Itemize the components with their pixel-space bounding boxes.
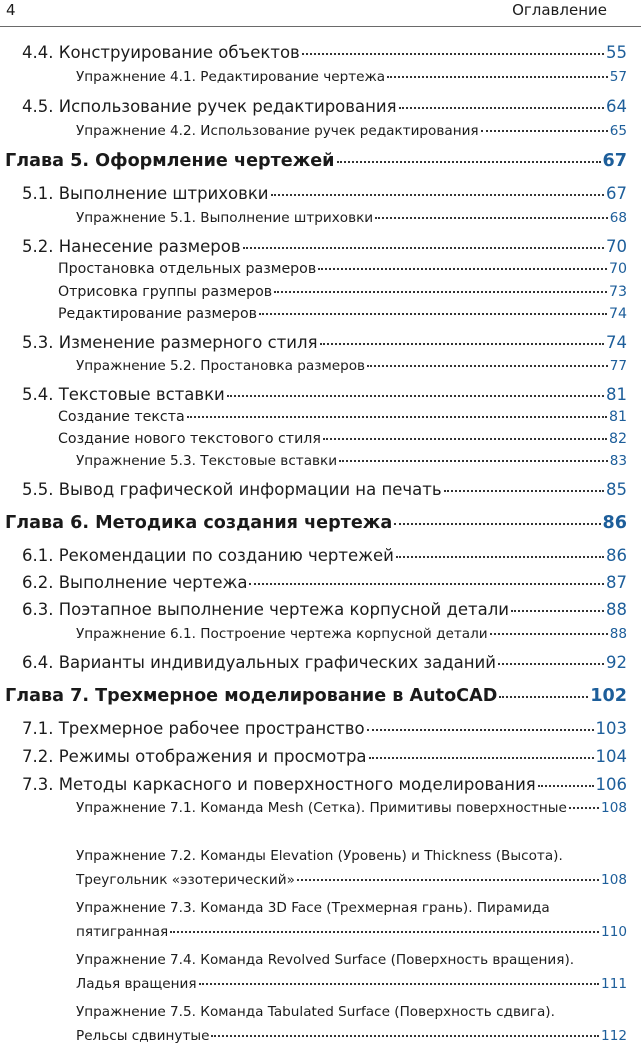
dot-leader [367, 729, 594, 731]
page-number-link[interactable]: 68 [609, 210, 627, 226]
page-number-link[interactable]: 103 [595, 719, 627, 738]
dot-leader [323, 438, 607, 440]
toc-exercise[interactable] [76, 976, 627, 992]
dot-leader [249, 583, 604, 585]
entry-title: 7.3. Методы каркасного и поверхностного моделирования [22, 775, 536, 794]
entry-title: Глава 6. Методика создания чертежа [5, 513, 393, 533]
dot-leader [271, 194, 604, 196]
dot-leader [211, 1035, 599, 1037]
page-number-link[interactable]: 86 [602, 513, 627, 533]
page-number-link[interactable]: 108 [601, 800, 627, 816]
page-number-link[interactable]: 83 [609, 453, 627, 469]
dot-leader [170, 931, 599, 933]
dot-leader [199, 983, 600, 985]
page-number-link[interactable]: 104 [595, 747, 627, 766]
toc-section[interactable] [22, 43, 627, 62]
page-number-link[interactable]: 77 [609, 358, 627, 374]
entry-title: Глава 5. Оформление чертежей [5, 151, 335, 171]
dot-leader [320, 343, 605, 345]
entry-title: Упражнение 7.3. Команда 3D Face (Трехмерная грань). Пирамида [76, 900, 550, 916]
entry-title: 5.1. Выполнение штриховки [22, 184, 269, 203]
entry-title: 6.4. Варианты индивидуальных графических заданий [22, 653, 497, 672]
entry-title: Упражнение 4.1. Редактирование чертежа [76, 69, 386, 85]
entry-title: Упражнение 4.2. Использование ручек редактирования [76, 123, 479, 139]
entry-title: 5.2. Нанесение размеров [22, 237, 241, 256]
toc-sub[interactable] [58, 284, 627, 300]
page-number-link[interactable]: 102 [590, 686, 627, 706]
toc-section[interactable] [22, 97, 627, 116]
entry-title: Упражнение 7.1. Команда Mesh (Сетка). Примитивы поверхностные [76, 800, 567, 816]
page-number-link[interactable]: 85 [606, 480, 627, 499]
toc-exercise[interactable] [76, 626, 627, 642]
page-number-link[interactable]: 81 [606, 385, 627, 404]
entry-title: Создание нового текстового стиля [58, 431, 321, 447]
dot-leader [367, 365, 608, 367]
toc-section[interactable] [22, 600, 627, 619]
page-number-link[interactable]: 67 [606, 184, 627, 203]
page-number-link[interactable]: 67 [602, 151, 627, 171]
page-number-link[interactable]: 106 [595, 775, 627, 794]
dot-leader [302, 53, 604, 55]
dot-leader [481, 130, 608, 132]
toc-section[interactable] [22, 184, 627, 203]
toc-section[interactable] [22, 333, 627, 352]
toc-section[interactable] [22, 719, 627, 738]
dot-leader [375, 217, 608, 219]
running-title: Оглавление [512, 1, 607, 19]
page-number-link[interactable]: 87 [606, 573, 627, 592]
entry-title: 5.3. Изменение размерного стиля [22, 333, 318, 352]
dot-leader [243, 247, 604, 249]
toc-exercise[interactable] [76, 924, 627, 940]
entry-title: 6.3. Поэтапное выполнение чертежа корпусной детали [22, 600, 510, 619]
page-number-link[interactable]: 86 [606, 546, 627, 565]
dot-leader [274, 291, 607, 293]
toc-section[interactable] [22, 237, 627, 256]
page-number-link[interactable]: 57 [609, 69, 627, 85]
page-number-link[interactable]: 64 [606, 97, 627, 116]
toc-exercise[interactable] [76, 872, 627, 888]
dot-leader [259, 313, 607, 315]
toc-sub[interactable] [58, 409, 627, 425]
page-number-link[interactable]: 111 [601, 976, 627, 992]
entry-title: Упражнение 5.1. Выполнение штриховки [76, 210, 374, 226]
dot-leader [490, 633, 608, 635]
dot-leader [498, 663, 604, 665]
dot-leader [369, 757, 594, 759]
toc-chapter[interactable] [5, 151, 627, 171]
entry-title: Глава 7. Трехмерное моделирование в AutoCAD [5, 686, 498, 706]
toc-exercise[interactable] [76, 210, 627, 226]
toc-section[interactable] [22, 480, 627, 499]
toc-section[interactable] [22, 775, 627, 794]
entry-title-continuation: Ладья вращения [76, 976, 197, 992]
dot-leader [339, 460, 608, 462]
page-number-link[interactable]: 74 [606, 333, 627, 352]
toc-section[interactable] [22, 747, 627, 766]
toc-section[interactable] [22, 573, 627, 592]
page-number-link[interactable]: 112 [601, 1028, 627, 1044]
entry-title-continuation: Треугольник «эзотерический» [76, 872, 295, 888]
page-number-link[interactable]: 82 [608, 431, 627, 447]
entry-title: 7.1. Трехмерное рабочее пространство [22, 719, 365, 738]
toc-exercise[interactable] [76, 1028, 627, 1044]
toc-exercise[interactable] [76, 358, 627, 374]
toc-section[interactable] [22, 546, 627, 565]
dot-leader [569, 807, 599, 809]
page-number-link[interactable]: 108 [601, 872, 627, 888]
dot-leader [396, 556, 604, 558]
entry-title: 6.1. Рекомендации по созданию чертежей [22, 546, 394, 565]
dot-leader [511, 610, 604, 612]
dot-leader [227, 395, 604, 397]
entry-title: 5.4. Текстовые вставки [22, 385, 225, 404]
toc-chapter[interactable] [5, 513, 627, 533]
dot-leader [538, 785, 594, 787]
dot-leader [318, 268, 607, 270]
dot-leader [297, 879, 599, 881]
entry-title: Упражнение 5.3. Текстовые вставки [76, 453, 338, 469]
toc-section[interactable] [22, 653, 627, 672]
toc-exercise[interactable] [76, 123, 627, 139]
entry-title: 5.5. Вывод графической информации на печать [22, 480, 442, 499]
entry-title-continuation: Рельсы сдвинутые [76, 1028, 210, 1044]
page-number-link[interactable]: 88 [609, 626, 627, 642]
page-number: 4 [6, 1, 16, 19]
page-number-link[interactable]: 88 [606, 600, 627, 619]
toc-section[interactable] [22, 385, 627, 404]
page-number-link[interactable]: 81 [608, 409, 627, 425]
dot-leader [394, 523, 600, 525]
page-number-link[interactable]: 74 [608, 306, 627, 322]
entry-title: Упражнение 7.2. Команды Elevation (Уровень) и Thickness (Высота). [76, 848, 563, 864]
page-number-link[interactable]: 70 [606, 237, 627, 256]
page-number-link[interactable]: 55 [606, 43, 627, 62]
toc-exercise[interactable] [76, 453, 627, 469]
entry-title: Простановка отдельных размеров [58, 261, 317, 277]
toc-sub[interactable] [58, 431, 627, 447]
dot-leader [499, 696, 588, 698]
entry-title: 6.2. Выполнение чертежа [22, 573, 248, 592]
entry-title: Создание текста [58, 409, 185, 425]
toc-exercise[interactable] [76, 800, 627, 816]
page-number-link[interactable]: 110 [601, 924, 627, 940]
entry-title: Упражнение 7.4. Команда Revolved Surface (Поверхность вращения). [76, 952, 575, 968]
toc-exercise[interactable] [76, 69, 627, 85]
toc-sub[interactable] [58, 306, 627, 322]
entry-title: Упражнение 7.5. Команда Tabulated Surface (Поверхность сдвига). [76, 1004, 555, 1020]
page-number-link[interactable]: 92 [606, 653, 627, 672]
entry-title: Упражнение 6.1. Построение чертежа корпусной детали [76, 626, 488, 642]
running-header [0, 0, 641, 27]
page-number-link[interactable]: 70 [608, 261, 627, 277]
entry-title: 7.2. Режимы отображения и просмотра [22, 747, 367, 766]
toc-sub[interactable] [58, 261, 627, 277]
page-number-link[interactable]: 65 [609, 123, 627, 139]
dot-leader [337, 161, 601, 163]
entry-title: 4.5. Использование ручек редактирования [22, 97, 397, 116]
entry-title: Редактирование размеров [58, 306, 258, 322]
entry-title-continuation: пятигранная [76, 924, 169, 940]
dot-leader [187, 416, 607, 418]
dot-leader [387, 76, 608, 78]
entry-title: 4.4. Конструирование объектов [22, 43, 300, 62]
dot-leader [444, 490, 604, 492]
page-number-link[interactable]: 73 [608, 284, 627, 300]
toc-chapter[interactable] [5, 686, 627, 706]
entry-title: Упражнение 5.2. Простановка размеров [76, 358, 366, 374]
entry-title: Отрисовка группы размеров [58, 284, 273, 300]
dot-leader [399, 107, 604, 109]
